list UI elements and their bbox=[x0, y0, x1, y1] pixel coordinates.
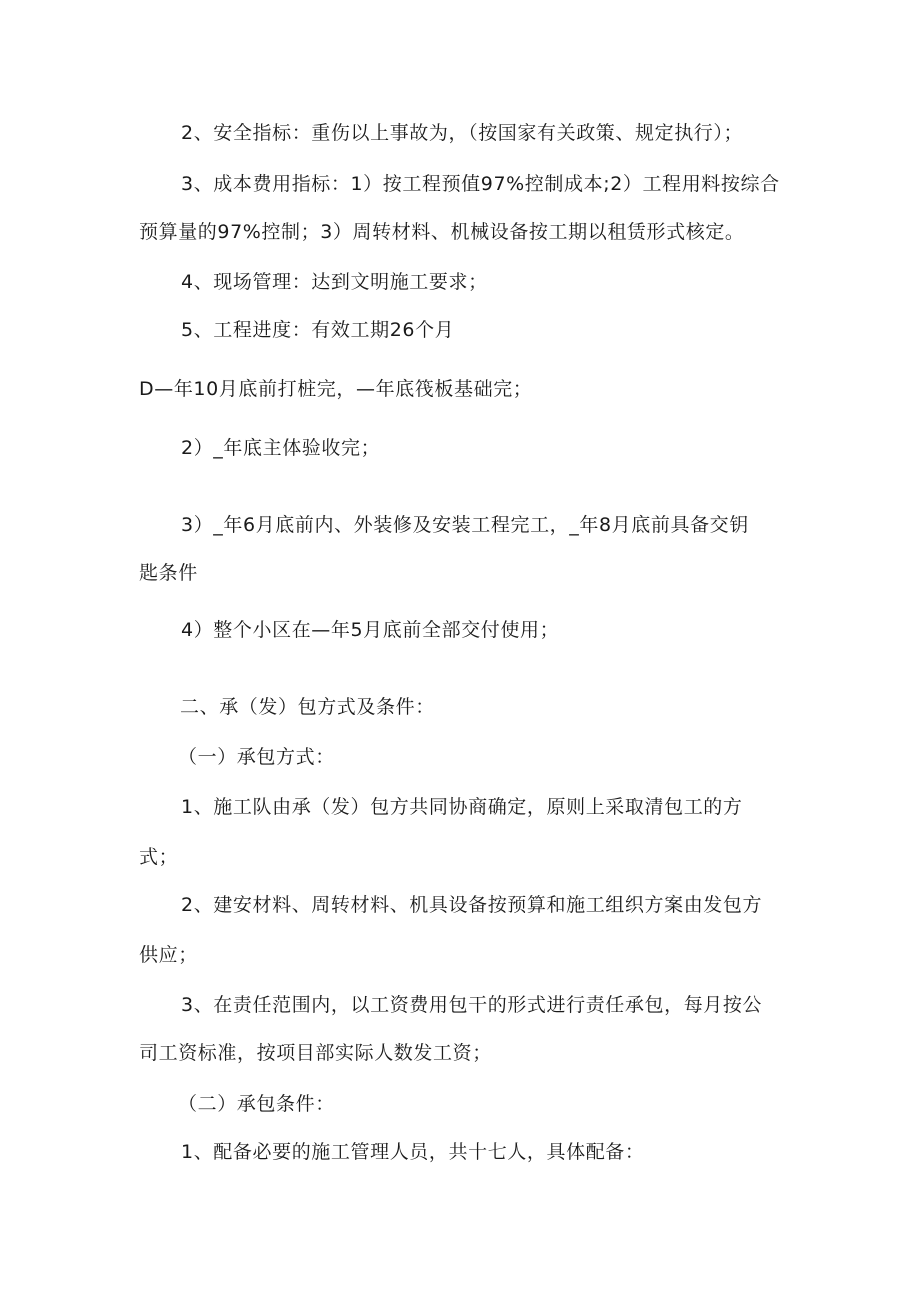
paragraph-method-3-line1: 3、在责任范围内，以工资费用包干的形式进行责任承包，每月按公 bbox=[181, 994, 763, 1016]
paragraph-schedule-item-3-line1: 3）_年6月底前内、外装修及安装工程完工，_年8月底前具备交钥 bbox=[181, 514, 749, 536]
section-heading-contract-method: 二、承（发）包方式及条件： bbox=[180, 696, 435, 718]
paragraph-method-3-line2: 司工资标准，按项目部实际人数发工资； bbox=[139, 1042, 492, 1064]
paragraph-schedule-item-4: 4）整个小区在—年5月底前全部交付使用； bbox=[181, 619, 560, 641]
paragraph-site-management: 4、现场管理：达到文明施工要求； bbox=[181, 271, 488, 293]
paragraph-schedule-item-1: D—年10月底前打桩完，—年底筏板基础完； bbox=[139, 378, 533, 400]
subsection-heading-contract-method: （一）承包方式： bbox=[178, 746, 335, 768]
paragraph-method-2-line2: 供应； bbox=[139, 944, 198, 966]
paragraph-cost-target-line2: 预算量的97%控制；3）周转材料、机械设备按工期以租赁形式核定。 bbox=[139, 221, 745, 243]
subsection-heading-contract-conditions: （二）承包条件： bbox=[178, 1093, 335, 1115]
paragraph-method-1-line2: 式； bbox=[139, 846, 179, 868]
paragraph-schedule-item-2: 2）_年底主体验收完； bbox=[181, 437, 381, 459]
paragraph-method-1-line1: 1、施工队由承（发）包方共同协商确定，原则上采取清包工的方 bbox=[181, 796, 743, 818]
paragraph-method-2-line1: 2、建安材料、周转材料、机具设备按预算和施工组织方案由发包方 bbox=[181, 894, 763, 916]
paragraph-condition-1: 1、配备必要的施工管理人员，共十七人，具体配备： bbox=[181, 1141, 645, 1163]
paragraph-schedule: 5、工程进度：有效工期26个月 bbox=[181, 319, 455, 341]
paragraph-cost-target-line1: 3、成本费用指标：1）按工程预值97%控制成本;2）工程用料按综合 bbox=[181, 173, 780, 195]
paragraph-safety-target: 2、安全指标：重伤以上事故为，（按国家有关政策、规定执行）； bbox=[181, 122, 744, 144]
paragraph-schedule-item-3-line2: 匙条件 bbox=[139, 562, 198, 584]
